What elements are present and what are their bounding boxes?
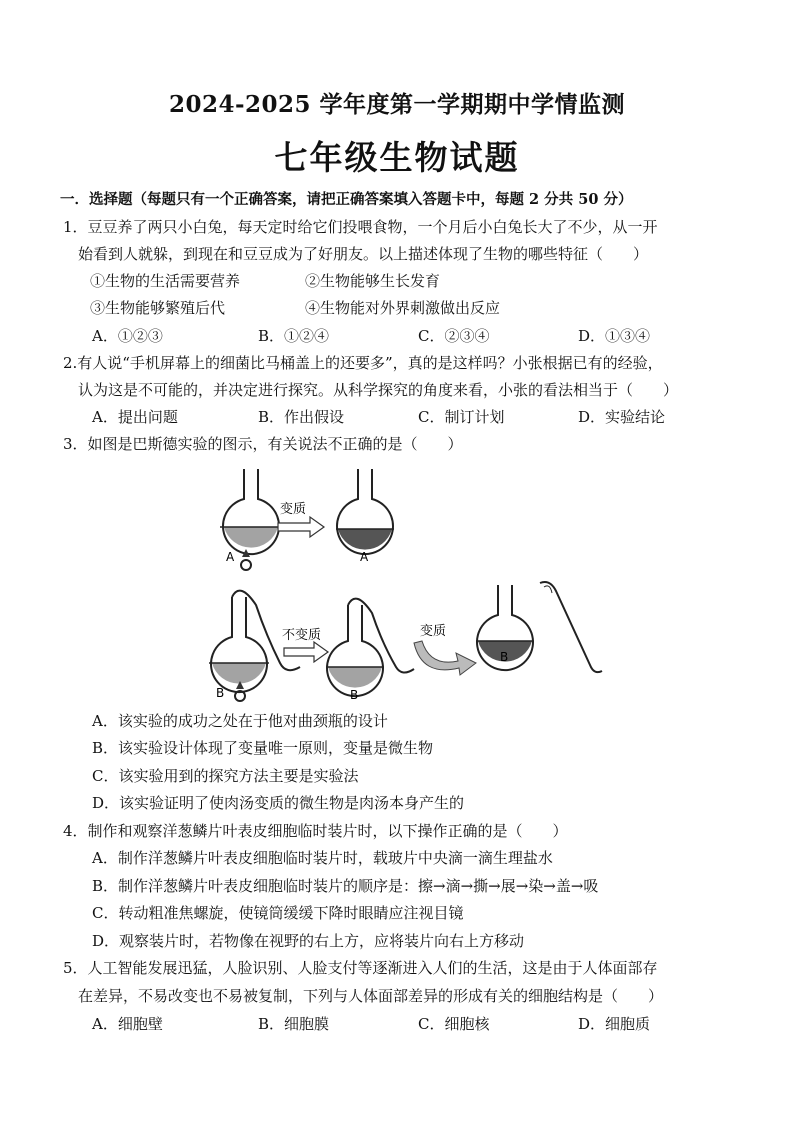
q5-stem-line2: 在差异，不易改变也不易被复制，下列与人体面部差异的形成有关的细胞结构是（ ） (78, 987, 664, 1005)
q5-option-a: A．细胞壁 (92, 1015, 163, 1033)
curved-arrow-spoiled (414, 641, 476, 675)
q1-stem-line1: 1．豆豆养了两只小白兔，每天定时给它们投喂食物，一个月后小白兔长大了不少，从一开 (63, 218, 658, 236)
label-not-spoiled: 不变质 (282, 628, 322, 643)
q5-option-d: D．细胞质 (578, 1015, 651, 1033)
q4-option-c: C．转动粗准焦螺旋，使镜筒缓缓下降时眼睛应注视目镜 (92, 904, 464, 922)
q1-option-b: B．①②④ (258, 327, 330, 345)
exam-subtitle: 七年级生物试题 (274, 138, 520, 177)
q1-statement-2: ②生物能够生长发育 (305, 272, 441, 290)
q2-stem-line1: 2.有人说“手机屏幕上的细菌比马桶盖上的还要多”，真的是这样吗？小张根据已有的经验， (63, 354, 663, 372)
exam-title: 2024-2025 学年度第一学期期中学情监测 (168, 91, 626, 118)
q4-option-d: D．观察装片时，若物像在视野的右上方，应将装片向右上方移动 (92, 932, 525, 950)
flask-a-label-2: A (360, 550, 369, 564)
label-spoiled-row1: 变质 (280, 502, 307, 517)
q1-stem-line2: 始看到人就躲，到现在和豆豆成为了好朋友。以上描述体现了生物的哪些特征（ ） (78, 245, 649, 263)
q4-option-a: A．制作洋葱鳞片叶表皮细胞临时装片时，载玻片中央滴一滴生理盐水 (92, 849, 553, 867)
q3-option-b: B．该实验设计体现了变量唯一原则，变量是微生物 (92, 739, 434, 757)
broken-swan-neck-tube (540, 582, 602, 672)
flask-b-not-spoiled (326, 599, 414, 697)
q5-stem-line1: 5．人工智能发展迅猛，人脸识别、人脸支付等逐渐进入人们的生活，这是由于人体面部存 (63, 959, 658, 977)
q3-option-c: C．该实验用到的探究方法主要是实验法 (92, 767, 359, 785)
q1-option-d: D．①③④ (578, 327, 651, 345)
flask-a-spoiled (336, 469, 394, 554)
q1-option-c: C．②③④ (418, 327, 490, 345)
label-spoiled-row2: 变质 (420, 624, 447, 639)
q4-stem: 4．制作和观察洋葱鳞片叶表皮细胞临时装片时，以下操作正确的是（ ） (63, 822, 568, 840)
flask-a-label-1: A (226, 550, 235, 564)
q4-option-b: B．制作洋葱鳞片叶表皮细胞临时装片的顺序是：擦→滴→撕→展→染→盖→吸 (92, 877, 599, 895)
q3-stem: 3．如图是巴斯德实验的图示，有关说法不正确的是（ ） (63, 435, 463, 453)
q2-option-a: A．提出问题 (92, 408, 178, 426)
q1-option-a: A．①②③ (92, 327, 163, 345)
q5-option-b: B．细胞膜 (258, 1015, 330, 1033)
arrow-spoiled-a (278, 517, 324, 537)
section-heading: 一．选择题（每题只有一个正确答案，请把正确答案填入答题卡中，每题 2 分共 50 分） (60, 191, 633, 208)
q1-statement-4: ④生物能对外界刺激做出反应 (305, 299, 501, 317)
flask-b-heated (209, 591, 300, 701)
flask-b-label-2: B (350, 688, 359, 702)
q3-option-d: D．该实验证明了使肉汤变质的微生物是肉汤本身产生的 (92, 794, 465, 812)
q2-stem-line2: 认为这是不可能的，并决定进行探究。从科学探究的角度来看，小张的看法相当于（ ） (78, 381, 679, 399)
q2-option-c: C．制订计划 (418, 408, 505, 426)
q5-option-c: C．细胞核 (418, 1015, 490, 1033)
q3-option-a: A．该实验的成功之处在于他对曲颈瓶的设计 (92, 712, 388, 730)
flask-b-label-1: B (216, 686, 225, 700)
q1-statement-3: ③生物能够繁殖后代 (90, 299, 226, 317)
q1-statement-1: ①生物的生活需要营养 (90, 272, 241, 290)
q2-option-d: D．实验结论 (578, 408, 666, 426)
q2-option-b: B．作出假设 (258, 408, 345, 426)
pasteur-experiment-figure (200, 455, 620, 705)
arrow-not-spoiled (284, 642, 328, 662)
flask-b-label-3: B (500, 650, 509, 664)
